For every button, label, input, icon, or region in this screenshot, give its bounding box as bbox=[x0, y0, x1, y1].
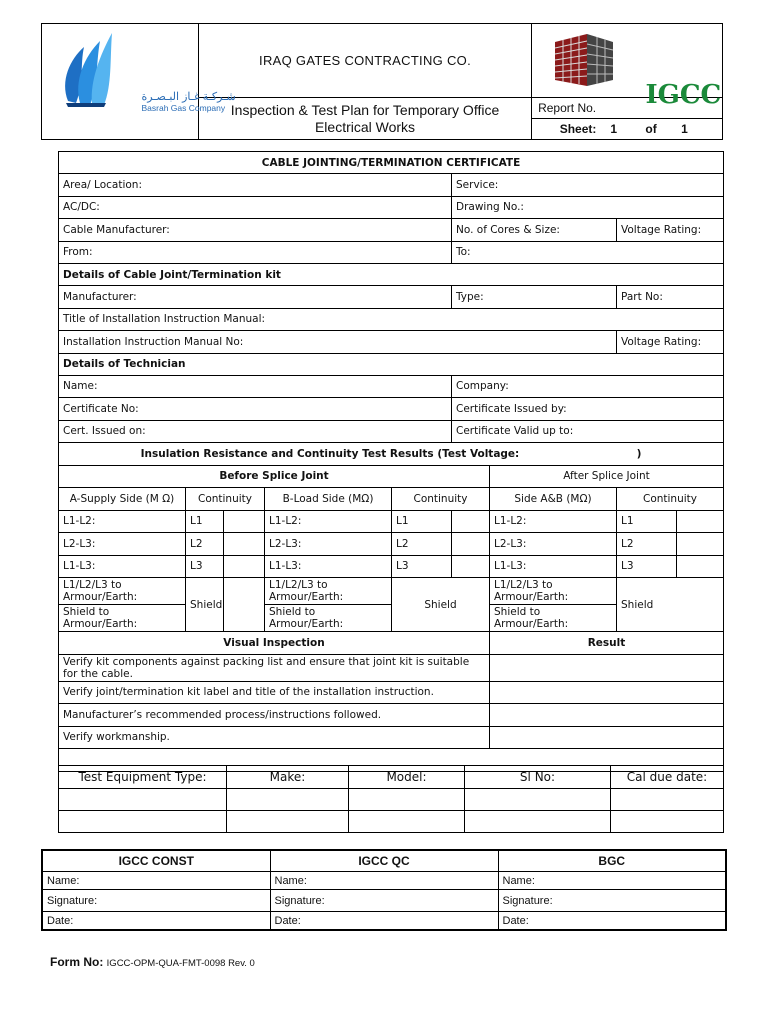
part-no-field[interactable]: Part No: bbox=[617, 286, 724, 309]
test-equipment-table bbox=[58, 765, 724, 833]
visual-check-1: Verify kit components against packing list and ensure that joint kit is suitable for the cable. bbox=[59, 654, 490, 681]
list-item bbox=[59, 681, 724, 704]
equipment-sl-cell[interactable] bbox=[465, 789, 611, 811]
b-shield-label: Shield bbox=[392, 578, 490, 632]
ab-l1-value[interactable] bbox=[677, 510, 724, 533]
ir-test-heading bbox=[59, 443, 724, 466]
bgc-heading: BGC bbox=[498, 850, 726, 872]
visual-result-1[interactable] bbox=[490, 654, 724, 681]
technician-name-field[interactable]: Name: bbox=[59, 375, 452, 398]
ab-armour-cell[interactable]: L1/L2/L3 to Armour/Earth: bbox=[490, 578, 617, 605]
ab-l1-label: L1 bbox=[617, 510, 677, 533]
document-header bbox=[41, 23, 723, 140]
plan-title bbox=[198, 98, 531, 140]
from-field[interactable]: From: bbox=[59, 241, 452, 264]
area-location-field[interactable]: Area/ Location: bbox=[59, 174, 452, 197]
company-name-cell bbox=[198, 24, 531, 98]
equipment-make-cell[interactable] bbox=[227, 789, 349, 811]
side-ab-header: Side A&B (MΩ) bbox=[490, 488, 617, 511]
visual-result-2[interactable] bbox=[490, 681, 724, 704]
equipment-sl-cell[interactable] bbox=[465, 811, 611, 833]
kit-voltage-rating-field[interactable]: Voltage Rating: bbox=[617, 331, 724, 354]
equipment-make-cell[interactable] bbox=[227, 811, 349, 833]
table-row bbox=[59, 555, 724, 578]
cable-jointing-certificate bbox=[58, 151, 724, 772]
after-splice-heading: After Splice Joint bbox=[490, 465, 724, 488]
manual-no-field[interactable]: Installation Instruction Manual No: bbox=[59, 331, 617, 354]
plan-title-line1: Inspection & Test Plan for Temporary Office bbox=[230, 101, 500, 118]
b-l3-label: L3 bbox=[392, 555, 452, 578]
equipment-make-header: Make: bbox=[227, 766, 349, 789]
igcc-const-heading: IGCC CONST bbox=[42, 850, 270, 872]
ir-heading-end: ) bbox=[636, 447, 642, 460]
manual-title-field[interactable]: Title of Installation Instruction Manual: bbox=[59, 308, 724, 331]
kit-type-field[interactable]: Type: bbox=[452, 286, 617, 309]
a-l2l3-cell[interactable]: L2-L3: bbox=[59, 533, 186, 556]
b-l2-value[interactable] bbox=[452, 533, 490, 556]
ab-l2-value[interactable] bbox=[677, 533, 724, 556]
equipment-model-cell[interactable] bbox=[349, 789, 465, 811]
b-l1-label: L1 bbox=[392, 510, 452, 533]
b-continuity-header: Continuity bbox=[392, 488, 490, 511]
ab-l3-value[interactable] bbox=[677, 555, 724, 578]
igcc-logo-text: IGCC bbox=[645, 79, 722, 110]
bgc-signature-field[interactable]: Signature: bbox=[498, 890, 726, 912]
equipment-sl-header: Sl No: bbox=[465, 766, 611, 789]
ab-l1l3-cell[interactable]: L1-L3: bbox=[490, 555, 617, 578]
ab-l2l3-cell[interactable]: L2-L3: bbox=[490, 533, 617, 556]
ab-l2-label: L2 bbox=[617, 533, 677, 556]
qc-signature-field[interactable]: Signature: bbox=[270, 890, 498, 912]
ab-shield-label: Shield bbox=[617, 578, 724, 632]
technician-company-field[interactable]: Company: bbox=[452, 375, 724, 398]
sheet-label: Sheet: bbox=[559, 122, 597, 136]
b-l1l3-cell[interactable]: L1-L3: bbox=[265, 555, 392, 578]
kit-manufacturer-field[interactable]: Manufacturer: bbox=[59, 286, 452, 309]
table-row bbox=[59, 578, 724, 605]
igcc-qc-heading: IGCC QC bbox=[270, 850, 498, 872]
a-l2-label: L2 bbox=[186, 533, 224, 556]
before-splice-heading: Before Splice Joint bbox=[59, 465, 490, 488]
a-shield-value[interactable] bbox=[224, 578, 265, 632]
table-row bbox=[59, 789, 724, 811]
b-shield-armour-cell[interactable]: Shield to Armour/Earth: bbox=[265, 605, 392, 632]
certificate-no-field[interactable]: Certificate No: bbox=[59, 398, 452, 421]
equipment-cal-cell[interactable] bbox=[611, 811, 724, 833]
b-l1-value[interactable] bbox=[452, 510, 490, 533]
bgc-logo bbox=[42, 24, 236, 140]
b-l2l3-cell[interactable]: L2-L3: bbox=[265, 533, 392, 556]
list-item bbox=[59, 704, 724, 727]
qc-name-field[interactable]: Name: bbox=[270, 872, 498, 890]
result-heading: Result bbox=[490, 632, 724, 655]
a-l1l3-cell[interactable]: L1-L3: bbox=[59, 555, 186, 578]
visual-check-4: Verify workmanship. bbox=[59, 726, 490, 749]
visual-check-2: Verify joint/termination kit label and title of the installation instruction. bbox=[59, 681, 490, 704]
cert-valid-field[interactable]: Certificate Valid up to: bbox=[452, 420, 724, 443]
bgc-date-field[interactable]: Date: bbox=[498, 912, 726, 931]
equipment-type-header: Test Equipment Type: bbox=[59, 766, 227, 789]
visual-check-3: Manufacturer’s recommended process/instructions followed. bbox=[59, 704, 490, 727]
cores-size-field[interactable]: No. of Cores & Size: bbox=[452, 219, 617, 242]
sheet-info bbox=[532, 119, 723, 140]
voltage-rating-field[interactable]: Voltage Rating: bbox=[617, 219, 724, 242]
signature-block bbox=[41, 849, 727, 931]
ab-shield-armour-cell[interactable]: Shield to Armour/Earth: bbox=[490, 605, 617, 632]
a-armour-cell[interactable]: L1/L2/L3 to Armour/Earth: bbox=[59, 578, 186, 605]
a-continuity-header: Continuity bbox=[186, 488, 265, 511]
report-no: Report No. bbox=[532, 98, 723, 119]
to-field[interactable]: To: bbox=[452, 241, 724, 264]
form-number-label: Form No: bbox=[50, 955, 104, 969]
visual-inspection-heading: Visual Inspection bbox=[59, 632, 490, 655]
b-armour-cell[interactable]: L1/L2/L3 to Armour/Earth: bbox=[265, 578, 392, 605]
bgc-arabic-name: شـركـة غـاز البـصـرة bbox=[141, 90, 236, 103]
bgc-flame-icon bbox=[50, 29, 190, 129]
ab-l3-label: L3 bbox=[617, 555, 677, 578]
service-field[interactable]: Service: bbox=[452, 174, 724, 197]
ir-heading-text: Insulation Resistance and Continuity Test Results (Test Voltage: bbox=[140, 447, 520, 460]
table-row bbox=[59, 510, 724, 533]
cable-manufacturer-field[interactable]: Cable Manufacturer: bbox=[59, 219, 452, 242]
bgc-name-field[interactable]: Name: bbox=[498, 872, 726, 890]
a-supply-header: A-Supply Side (M Ω) bbox=[59, 488, 186, 511]
acdc-field[interactable]: AC/DC: bbox=[59, 196, 452, 219]
equipment-cal-cell[interactable] bbox=[611, 789, 724, 811]
const-name-field[interactable]: Name: bbox=[42, 872, 270, 890]
sheet-total: 1 bbox=[681, 122, 688, 136]
equipment-type-cell[interactable] bbox=[59, 811, 227, 833]
const-signature-field[interactable]: Signature: bbox=[42, 890, 270, 912]
list-item bbox=[59, 726, 724, 749]
technician-heading: Details of Technician bbox=[59, 353, 724, 375]
b-l3-value[interactable] bbox=[452, 555, 490, 578]
a-l1l2-cell[interactable]: L1-L2: bbox=[59, 510, 186, 533]
visual-result-3[interactable] bbox=[490, 704, 724, 727]
of-label: of bbox=[645, 122, 657, 136]
form-number-value: IGCC-OPM-QUA-FMT-0098 Rev. 0 bbox=[106, 958, 255, 969]
cert-title: CABLE JOINTING/TERMINATION CERTIFICATE bbox=[59, 152, 724, 174]
qc-date-field[interactable]: Date: bbox=[270, 912, 498, 931]
kit-details-heading: Details of Cable Joint/Termination kit bbox=[59, 264, 724, 286]
equipment-cal-header: Cal due date: bbox=[611, 766, 724, 789]
table-row bbox=[59, 533, 724, 556]
plan-title-line2: Electrical Works bbox=[314, 118, 416, 135]
a-l3-value[interactable] bbox=[224, 555, 265, 578]
a-shield-label: Shield bbox=[186, 578, 224, 632]
const-date-field[interactable]: Date: bbox=[42, 912, 270, 931]
equipment-model-header: Model: bbox=[349, 766, 465, 789]
cert-issued-on-field[interactable]: Cert. Issued on: bbox=[59, 420, 452, 443]
a-l2-value[interactable] bbox=[224, 533, 265, 556]
list-item bbox=[59, 654, 724, 681]
a-l3-label: L3 bbox=[186, 555, 224, 578]
ab-l1l2-cell[interactable]: L1-L2: bbox=[490, 510, 617, 533]
visual-result-4[interactable] bbox=[490, 726, 724, 749]
b-l1l2-cell[interactable]: L1-L2: bbox=[265, 510, 392, 533]
b-load-header: B-Load Side (MΩ) bbox=[265, 488, 392, 511]
company-name: IRAQ GATES CONTRACTING CO. bbox=[259, 52, 471, 68]
a-l1-label: L1 bbox=[186, 510, 224, 533]
sheet-number: 1 bbox=[610, 122, 618, 136]
equipment-model-cell[interactable] bbox=[349, 811, 465, 833]
drawing-no-field[interactable]: Drawing No.: bbox=[452, 196, 724, 219]
bgc-english-name: Basrah Gas Company bbox=[141, 102, 226, 113]
table-row bbox=[59, 811, 724, 833]
equipment-type-cell[interactable] bbox=[59, 789, 227, 811]
a-l1-value[interactable] bbox=[224, 510, 265, 533]
ab-continuity-header: Continuity bbox=[617, 488, 724, 511]
b-l2-label: L2 bbox=[392, 533, 452, 556]
form-number bbox=[50, 955, 255, 969]
a-shield-armour-cell[interactable]: Shield to Armour/Earth: bbox=[59, 605, 186, 632]
certificate-issued-by-field[interactable]: Certificate Issued by: bbox=[452, 398, 724, 421]
